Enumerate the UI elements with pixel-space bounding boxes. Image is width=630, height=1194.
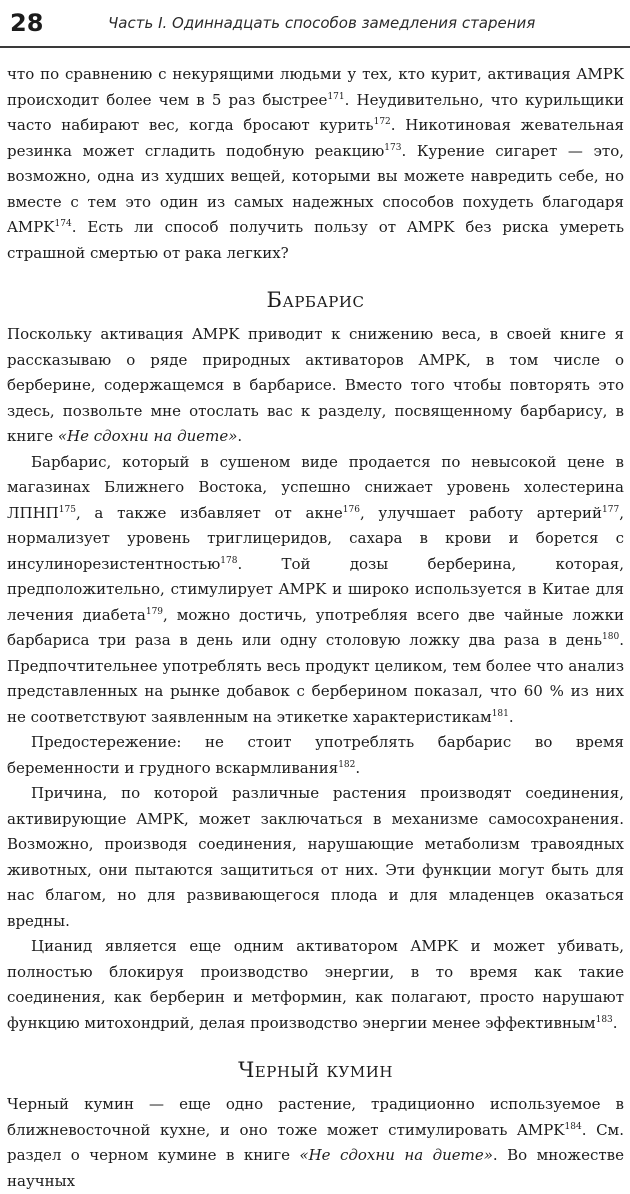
text-fragment: Черный кумин — еще одно растение, традиционно используемое в ближневосточной кухне, и оно тоже может стимулировать AMPK bbox=[7, 1095, 624, 1139]
text-fragment: . bbox=[612, 1013, 618, 1032]
footnote-ref[interactable]: 171 bbox=[327, 91, 345, 102]
footnote-ref[interactable]: 179 bbox=[145, 606, 164, 617]
paragraph-barberry-1 bbox=[7, 322, 624, 450]
footnote-ref[interactable]: 178 bbox=[220, 555, 238, 566]
text-fragment: . Предпочтительнее употреблять весь продукт целиком, тем более что анализ представленных на рынке добавок с берберином показал, что 60 % из них не соответствуют заявленным на этикетке характеристикам bbox=[7, 631, 624, 726]
paragraph-barberry-2 bbox=[7, 450, 624, 731]
text-fragment: , можно достичь, употребляя всего две чайные ложки барбариса три раза в день или одну столовую ложку два раза в день bbox=[7, 605, 624, 649]
section-heading-barberry: Барбарис bbox=[266, 288, 365, 312]
paragraph-barberry-3 bbox=[7, 781, 624, 934]
text-fragment: . Курение сигарет — это, возможно, одна из худших вещей, которыми вы можете навредить себе, но вместе с тем это один из самых надежных способов похудеть благодаря AMPK bbox=[7, 141, 624, 236]
footnote-ref[interactable]: 172 bbox=[373, 117, 391, 127]
header-rule bbox=[0, 46, 630, 48]
text-fragment: . Есть ли способ получить пользу от AMPK без риска умереть страшной смертью от рака легких? bbox=[7, 218, 624, 262]
footnote-ref[interactable]: 181 bbox=[491, 708, 509, 719]
book-title: «Не сдохни на диете» bbox=[57, 427, 238, 445]
running-head: Часть I. Одиннадцать способов замедления старения bbox=[108, 14, 536, 32]
text-fragment: . Никотиновая жевательная резинка может сгладить подобную реакцию bbox=[7, 116, 624, 160]
page-body bbox=[7, 62, 624, 1194]
text-fragment: . Той дозы берберина, которая, предположительно, стимулирует AMPK и широко используется в Китае для лечения диабета bbox=[7, 554, 624, 624]
footnote-ref[interactable]: 174 bbox=[54, 219, 72, 229]
text-fragment: , нормализует уровень триглицеридов, сахара в крови и борется с инсулинорезистентностью bbox=[7, 503, 624, 573]
footnote-ref[interactable]: 177 bbox=[602, 504, 620, 515]
footnote-ref[interactable]: 182 bbox=[338, 759, 356, 770]
text-fragment: Причина, по которой различные растения производят соединения, активирующие AMPK, может заключаться в механизме самосохранения. Возможно, производя соединения, нарушающие метаболизм травоядных животных, они пытаются защититься от них. Эти функции могут быть для нас благом, но для развивающегося плода и для младенцев оказаться вредны. bbox=[7, 784, 624, 930]
section-heading-black-cumin: Черный кумин bbox=[238, 1058, 393, 1082]
text-fragment: Барбарис, который в сушеном виде продается по невысокой цене в магазинах Ближнего Востока, успешно снижает уровень холестерина ЛПНП bbox=[7, 452, 624, 522]
footnote-ref[interactable]: 175 bbox=[58, 504, 76, 515]
book-title: «Не сдохни на диете» bbox=[299, 1146, 493, 1164]
paragraph-intro bbox=[7, 62, 624, 266]
text-fragment: . Во множестве научных bbox=[7, 1146, 625, 1190]
paragraph-barberry-4 bbox=[7, 934, 624, 1036]
page-number: 28 bbox=[10, 9, 44, 37]
paragraph-barberry-warning bbox=[7, 730, 624, 781]
text-fragment: Предостережение: не стоит употреблять барбарис во время беременности и грудного вскармливания bbox=[7, 733, 624, 777]
text-fragment: . См. раздел о черном кумине в книге bbox=[7, 1120, 624, 1164]
text-fragment: . Неудивительно, что курильщики часто набирают вес, когда бросают курить bbox=[7, 90, 624, 134]
text-fragment: что по сравнению с некурящими людьми у тех, кто курит, активация AMPK происходит более чем в 5 раз быстрее bbox=[7, 65, 624, 109]
text-fragment: Цианид является еще одним активатором AMPK и может убивать, полностью блокируя производство энергии, в то время как такие соединения, как берберин и метформин, как полагают, просто нарушают функцию митохондрий, делая производство энергии менее эффективным bbox=[7, 937, 624, 1032]
footnote-ref[interactable]: 184 bbox=[564, 1121, 582, 1132]
text-fragment: . bbox=[237, 427, 243, 445]
page-header bbox=[0, 0, 630, 46]
paragraph-black-cumin-1 bbox=[7, 1092, 624, 1194]
text-fragment: , улучшает работу артерий bbox=[359, 503, 603, 522]
text-fragment: . bbox=[508, 707, 514, 726]
footnote-ref[interactable]: 176 bbox=[342, 504, 360, 515]
footnote-ref[interactable]: 173 bbox=[384, 142, 402, 153]
footnote-ref[interactable]: 180 bbox=[602, 632, 620, 642]
text-fragment: , а также избавляет от акне bbox=[75, 503, 343, 522]
text-fragment: . bbox=[355, 758, 361, 777]
text-fragment: Поскольку активация AMPK приводит к снижению веса, в своей книге я рассказываю о ряде природных активаторов AMPK, в том числе о берберине, содержащемся в барбарисе. Вместо того чтобы повторять это здесь, позвольте мне отослать вас к разделу, посвященному барбарису, в книге bbox=[7, 325, 624, 445]
footnote-ref[interactable]: 183 bbox=[595, 1014, 613, 1025]
